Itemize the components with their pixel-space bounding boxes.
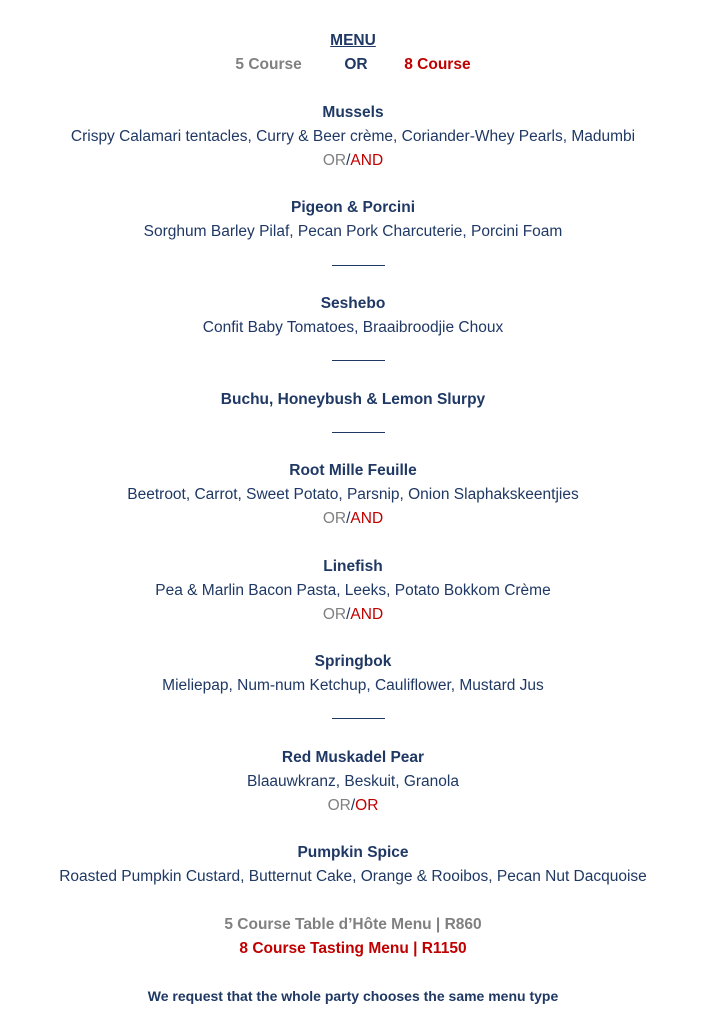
divider-line — [332, 718, 385, 719]
price-8-course: 8 Course Tasting Menu | R1150 — [239, 940, 467, 957]
course-description: Crispy Calamari tentacles, Curry & Beer crème, Coriander-Whey Pearls, Madumbi — [70, 128, 636, 145]
sep-slash: / — [346, 510, 351, 527]
or-and-separator — [0, 509, 706, 529]
sep-or-red: OR — [355, 797, 379, 814]
course-description: Beetroot, Carrot, Sweet Potato, Parsnip, Onion Slaphakskeentjies — [127, 486, 579, 503]
course-name: Springbok — [314, 653, 392, 670]
course-name: Linefish — [323, 558, 383, 575]
sep-or: OR — [322, 510, 347, 527]
sep-slash: / — [346, 152, 351, 169]
divider-line — [332, 360, 385, 361]
course-name: Buchu, Honeybush & Lemon Slurpy — [220, 391, 486, 408]
course-name: Pigeon & Porcini — [290, 199, 415, 216]
course-description: Blaauwkranz, Beskuit, Granola — [247, 773, 459, 790]
course-name: Root Mille Feuille — [289, 462, 417, 479]
sep-and: AND — [350, 152, 384, 169]
course-description: Confit Baby Tomatoes, Braaibroodjie Choux — [202, 319, 504, 336]
sep-or: OR — [322, 606, 347, 623]
course-description: Pea & Marlin Bacon Pasta, Leeks, Potato Bokkom Crème — [155, 582, 551, 599]
sep-or: OR — [327, 797, 351, 814]
course-options — [0, 55, 706, 75]
divider-line — [332, 432, 385, 433]
footer-note: We request that the whole party chooses the same menu type — [147, 988, 559, 1004]
menu-title: MENU — [330, 32, 376, 49]
or-or-separator — [0, 796, 706, 816]
course-name: Seshebo — [320, 295, 386, 312]
course-description: Mieliepap, Num-num Ketchup, Cauliflower, Mustard Jus — [162, 677, 544, 694]
or-and-separator — [0, 605, 706, 625]
price-5-course: 5 Course Table d’Hôte Menu | R860 — [224, 916, 482, 933]
sep-slash: / — [346, 606, 351, 623]
course-description: Roasted Pumpkin Custard, Butternut Cake, Orange & Rooibos, Pecan Nut Dacquoise — [59, 868, 647, 885]
sep-or: OR — [322, 152, 347, 169]
option-or: OR — [344, 56, 368, 73]
course-name: Red Muskadel Pear — [281, 749, 425, 766]
divider-line — [332, 265, 385, 266]
sep-and: AND — [350, 510, 384, 527]
option-5-course: 5 Course — [235, 56, 302, 73]
or-and-separator — [0, 151, 706, 171]
option-8-course: 8 Course — [404, 56, 471, 73]
sep-and: AND — [350, 606, 384, 623]
course-name: Mussels — [322, 104, 384, 121]
course-name: Pumpkin Spice — [297, 844, 409, 861]
sep-slash: / — [350, 797, 356, 814]
course-description: Sorghum Barley Pilaf, Pecan Pork Charcuterie, Porcini Foam — [143, 223, 563, 240]
